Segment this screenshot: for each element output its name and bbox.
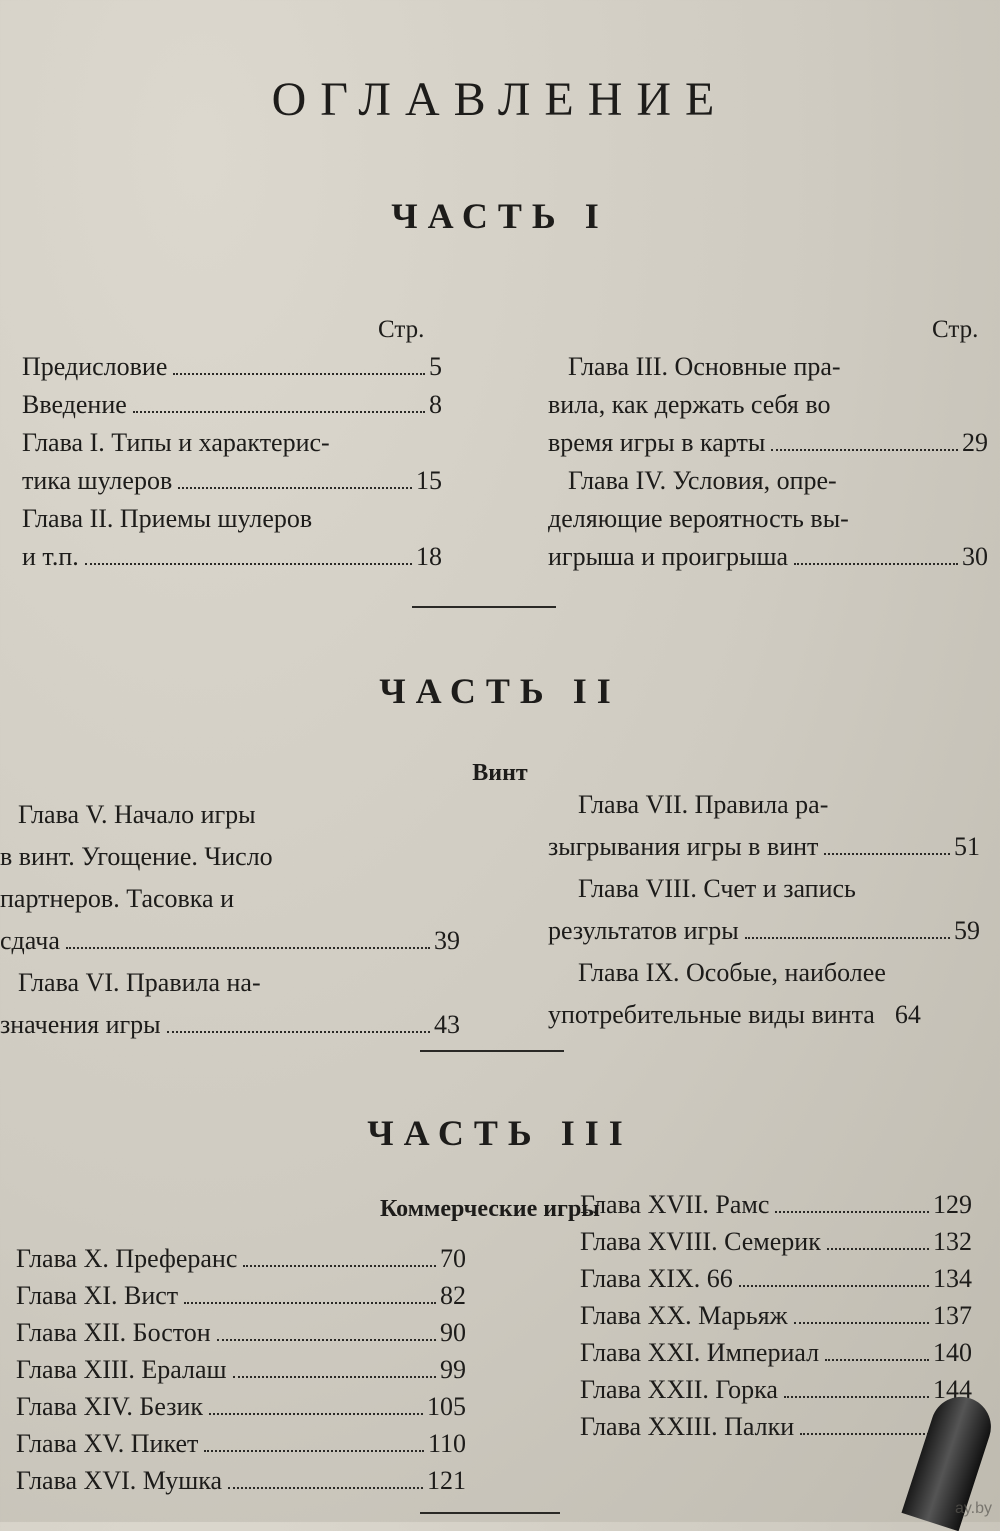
toc-entry-page: 43: [434, 1010, 460, 1039]
toc-entry: [580, 1412, 972, 1449]
toc-entry: [0, 926, 460, 968]
toc-entry: [548, 832, 980, 874]
toc-entry-page: 99: [440, 1355, 466, 1384]
toc-entry: [16, 1392, 466, 1429]
part1-right-column: [548, 352, 988, 580]
toc-entry-line: деляющие вероятность вы-: [548, 504, 849, 533]
leader-dots: [827, 1248, 929, 1250]
leader-dots: [217, 1339, 436, 1341]
toc-entry-line: Глава I. Типы и характерис-: [22, 428, 330, 457]
page-title: ОГЛАВЛЕНИЕ: [271, 73, 729, 126]
toc-entry-page: 121: [427, 1466, 466, 1495]
toc-entry-label: Глава XI. Вист: [16, 1281, 179, 1310]
toc-entry-page: 134: [933, 1264, 972, 1293]
toc-entry-label: тика шулеров: [22, 466, 173, 495]
part2-heading: ЧАСТЬ II: [379, 671, 621, 711]
toc-entry-label: Глава XX. Марьяж: [580, 1301, 788, 1330]
toc-entry: [22, 542, 442, 580]
toc-entry-label: игрыша и проигрыша: [548, 542, 789, 571]
toc-entry: [16, 1466, 466, 1503]
toc-entry-label: и т.п.: [22, 542, 79, 571]
leader-dots: [739, 1285, 929, 1287]
section-divider: [412, 606, 556, 608]
part1-heading: ЧАСТЬ I: [391, 196, 609, 236]
leader-dots: [228, 1487, 423, 1489]
leader-dots: [178, 487, 412, 489]
leader-dots: [243, 1265, 436, 1267]
toc-entry-label: зыгрывания игры в винт: [548, 832, 819, 861]
toc-entry: [16, 1244, 466, 1281]
toc-entry-label: Глава X. Преферанс: [16, 1244, 238, 1273]
toc-entry-page: 90: [440, 1318, 466, 1347]
leader-dots: [824, 853, 950, 855]
part3-left-column: [16, 1244, 466, 1503]
toc-entry-label: время игры в карты: [548, 428, 766, 457]
toc-entry-line: Глава VIII. Счет и запись: [578, 874, 856, 903]
part3-right-column: [580, 1190, 972, 1449]
leader-dots: [133, 411, 425, 413]
leader-dots: [794, 563, 958, 565]
toc-entry-page: 5: [429, 352, 442, 381]
toc-entry-label: Глава XXI. Империал: [580, 1338, 820, 1367]
toc-entry-line: Глава VII. Правила ра-: [578, 790, 829, 819]
leader-dots: [173, 373, 425, 375]
toc-entry-page: 129: [933, 1190, 972, 1219]
toc-entry: [580, 1264, 972, 1301]
toc-entry-line: Глава V. Начало игры: [18, 800, 256, 829]
toc-entry-page: 110: [427, 1429, 466, 1458]
toc-entry: [548, 428, 988, 466]
leader-dots: [209, 1413, 423, 1415]
part1-page-label-left: Стр.: [378, 316, 425, 343]
part1-page-label-right: Стр.: [932, 316, 979, 343]
toc-entry-page: 140: [933, 1338, 972, 1367]
toc-entry-line: Глава VI. Правила на-: [18, 968, 261, 997]
toc-entry-label: результатов игры: [548, 916, 739, 945]
toc-entry-line: Глава III. Основные пра-: [568, 352, 841, 381]
toc-entry: [548, 1000, 980, 1042]
leader-dots: [784, 1396, 929, 1398]
toc-entry-line: Глава IV. Условия, опре-: [568, 466, 837, 495]
part2-subtitle: Винт: [472, 760, 528, 786]
part2-left-column: [0, 800, 460, 1052]
toc-entry: [580, 1227, 972, 1264]
toc-entry-label: Глава XVII. Рамс: [580, 1190, 770, 1219]
leader-dots: [167, 1031, 430, 1033]
toc-entry-page: 132: [933, 1227, 972, 1256]
toc-entry: [16, 1281, 466, 1318]
toc-entry-line: в винт. Угощение. Число: [0, 842, 273, 871]
toc-entry: [580, 1375, 972, 1412]
toc-entry-page: 30: [962, 542, 988, 571]
toc-entry-page: 82: [440, 1281, 466, 1310]
toc-entry-label: Глава XVIII. Семерик: [580, 1227, 821, 1256]
toc-entry-line: вила, как держать себя во: [548, 390, 831, 419]
leader-dots: [204, 1450, 424, 1452]
toc-entry: [16, 1355, 466, 1392]
toc-entry-label: Глава XXII. Горка: [580, 1375, 778, 1404]
toc-entry-page: 29: [962, 428, 988, 457]
toc-entry-page: 51: [954, 832, 980, 861]
toc-entry-label: Введение: [22, 390, 127, 419]
leader-dots: [771, 449, 958, 451]
leader-dots: [745, 937, 950, 939]
toc-entry-line: партнеров. Тасовка и: [0, 884, 234, 913]
part3-heading: ЧАСТЬ III: [367, 1113, 633, 1153]
toc-entry-label: Глава XIX. 66: [580, 1264, 733, 1293]
toc-entry-page: 39: [434, 926, 460, 955]
toc-entry: [580, 1338, 972, 1375]
leader-dots: [775, 1211, 929, 1213]
leader-dots: [800, 1433, 929, 1435]
toc-entry-label: Глава XIV. Безик: [16, 1392, 204, 1421]
leader-dots: [233, 1376, 436, 1378]
toc-entry-label: Глава XV. Пикет: [16, 1429, 199, 1458]
toc-entry-line: Глава IX. Особые, наиболее: [578, 958, 886, 987]
toc-entry-label: Глава XIII. Ералаш: [16, 1355, 227, 1384]
toc-entry: [22, 390, 442, 428]
toc-entry-label: Предисловие: [22, 352, 168, 381]
toc-entry-line: Глава II. Приемы шулеров: [22, 504, 313, 533]
part1-left-column: [22, 352, 442, 580]
toc-entry: [22, 466, 442, 504]
toc-entry-label: употребительные виды винта: [548, 1000, 875, 1029]
toc-entry: [16, 1429, 466, 1466]
part3-subtitle: Коммерческие игры: [379, 1196, 601, 1222]
toc-entry-page: 18: [416, 542, 442, 571]
toc-entry-page: 15: [416, 466, 442, 495]
leader-dots: [825, 1359, 929, 1361]
toc-entry-label: Глава XXIII. Палки: [580, 1412, 795, 1441]
toc-entry-label: Глава XII. Бостон: [16, 1318, 211, 1347]
toc-entry: [580, 1190, 972, 1227]
leader-dots: [184, 1302, 436, 1304]
toc-entry: [22, 352, 442, 390]
toc-entry-label: Глава XVI. Мушка: [16, 1466, 223, 1495]
toc-entry-page: 144: [933, 1375, 972, 1404]
toc-entry-label: значения игры: [0, 1010, 161, 1039]
section-divider: [420, 1050, 564, 1052]
toc-entry-page: 8: [429, 390, 442, 419]
toc-entry-page: 70: [440, 1244, 466, 1273]
section-divider: [420, 1512, 560, 1514]
toc-entry-page: 64: [894, 1000, 921, 1029]
toc-entry-label: сдача: [0, 926, 60, 955]
leader-dots: [85, 563, 412, 565]
part2-right-column: [548, 790, 980, 1042]
toc-entry-page: 137: [933, 1301, 972, 1330]
toc-entry: [0, 1010, 460, 1052]
toc-entry: [548, 916, 980, 958]
leader-dots: [794, 1322, 929, 1324]
toc-entry: [580, 1301, 972, 1338]
toc-entry-page: 59: [954, 916, 980, 945]
toc-entry: [16, 1318, 466, 1355]
toc-entry-page: 105: [427, 1392, 466, 1421]
leader-dots: [66, 947, 430, 949]
watermark: ay.by: [954, 1500, 992, 1517]
toc-entry: [548, 542, 988, 580]
